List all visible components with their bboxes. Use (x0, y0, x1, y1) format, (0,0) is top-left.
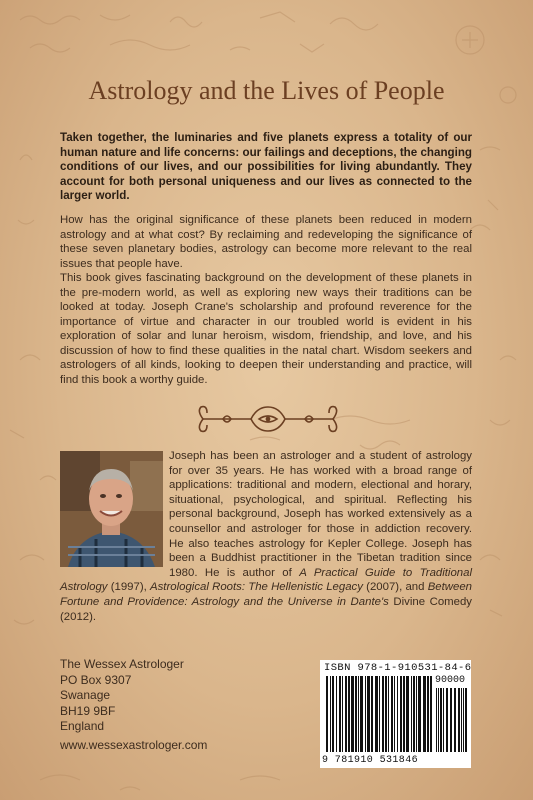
description-paragraph-3: This book gives fascinating background on the development of these planets in the pre-modern world, as well as exploring new ways their traditions can be looked at today. Joseph Crane's scholarship and profound reverence for the importance of virtue and character in our troubled world is evident in his exploration of solar and lunar heroism, wisdom, friendship, and love, and his discussion of how to find these qualities in the natal chart. Wisdom seekers and astrologers of all kinds, looking to deepen their understanding and practice, will find this book a worthy guide. (60, 272, 472, 386)
isbn-number: ISBN 978-1-910531-84-6 (324, 662, 472, 674)
bio-text-2: (1997), (107, 581, 151, 594)
barcode-bars (320, 660, 471, 768)
book-title: Astrology and the Lives of People (88, 76, 445, 105)
price-code: 90000 (434, 675, 465, 686)
bio-text-4: Divine Comedy (2012). (60, 595, 473, 623)
lead-paragraph: Taken together, the luminaries and five planets express a totality of our human nature and life concerns: our failings and deceptions, the changing conditions of our lives, and our possibilities for living abundantly. They account for both personal uniqueness and our lives as connected to the larger world. (60, 131, 472, 203)
bio-text-1: Joseph has been an astrologer and a student of astrology for over 35 years. He has worked with a broad range of applications: traditional and modern, electional and horary, situational, psychological, and spiritual. Reflecting his personal background, Joseph has worked extensively as a counsellor and astrologer for those in addiction recovery. He also teaches astrology for Kepler College. Joseph has been a Buddhist practitioner in the Tibetan tradition since 1980. He is author of (169, 450, 472, 579)
bio-book-2: Astrological Roots: The Hellenistic Legacy (150, 581, 363, 594)
publisher-address-line: Swanage (60, 688, 111, 702)
author-bio (60, 449, 472, 624)
barcode-digits: 9 781910 531846 (322, 755, 419, 766)
publisher-address-line: BH19 9BF (60, 703, 116, 718)
publisher-address-line: PO Box 9307 (60, 672, 132, 687)
description-paragraph-2: How has the original significance of these planets been reduced in modern astrology and at what cost? By reclaiming and redeveloping the significance of these seven planetary bodies, astrology can become more relevant to the real issues that people have. (60, 214, 472, 270)
divider-ornament (193, 402, 343, 436)
bio-book-3: Between Fortune and Providence: Astrology and the Universe in Dante's (60, 581, 473, 608)
publisher-name: The Wessex Astrologer (60, 657, 184, 671)
bio-book-1: A Practical Guide to Traditional Astrology (60, 566, 472, 594)
publisher-address-line: England (60, 719, 105, 733)
publisher-url: www.wessexastrologer.com (60, 738, 208, 752)
isbn-barcode (320, 660, 471, 768)
bio-text-3: (2007), and (362, 581, 428, 594)
publisher-address (60, 657, 184, 735)
